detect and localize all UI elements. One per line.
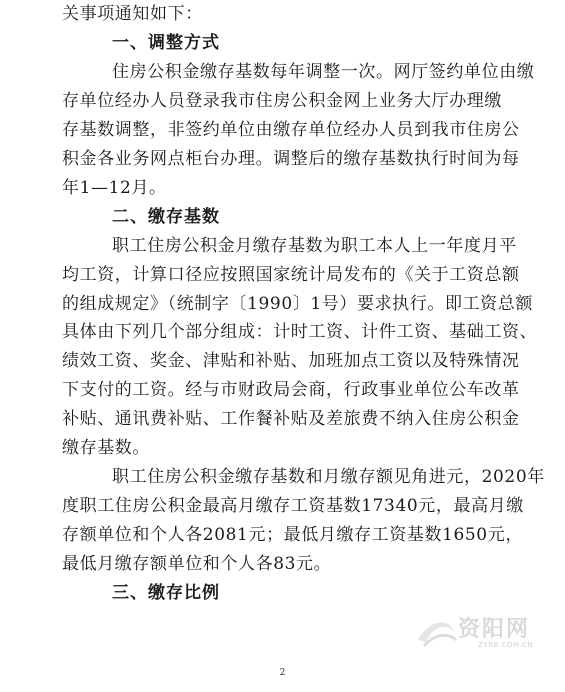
- paragraph-line: 积金各业务网点柜台办理。调整后的缴存基数执行时间为每: [62, 148, 520, 169]
- paragraph-line: 最低月缴存额单位和个人各83元。: [62, 554, 332, 575]
- watermark-subtext: ZYRB.COM.CN: [478, 641, 534, 649]
- paragraph-line: 绩效工资、奖金、津贴和补贴、加班加点工资以及特殊情况: [62, 351, 520, 372]
- paragraph-line: 缴存基数。: [62, 438, 150, 459]
- paragraph-line: 下支付的工资。经与市财政局会商，行政事业单位公车改革: [62, 380, 520, 401]
- section-heading-1: 一、调整方式: [112, 32, 220, 53]
- section-heading-3: 三、缴存比例: [112, 583, 220, 603]
- paragraph-line: 均工资，计算口径应按照国家统计局发布的《关于工资总额: [62, 264, 520, 285]
- paragraph-line: 具体由下列几个部分组成：计时工资、计件工资、基础工资、: [62, 322, 538, 343]
- paragraph-line: 存单位经办人员登录我市住房公积金网上业务大厅办理缴: [62, 90, 502, 111]
- paragraph-line: 职工住房公积金月缴存基数为职工本人上一年度月平: [112, 235, 517, 256]
- paragraph-line: 住房公积金缴存基数每年调整一次。网厅签约单位由缴: [112, 61, 535, 82]
- watermark-text: 资阳网: [458, 617, 531, 642]
- section-heading-2: 二、缴存基数: [112, 206, 220, 227]
- paragraph-line: 年1—12月。: [62, 177, 167, 198]
- paragraph-line: 的组成规定》（统制字〔1990〕1号）要求执行。即工资总额: [62, 293, 533, 314]
- paragraph-line: 存额单位和个人各2081元；最低月缴存工资基数1650元，: [62, 525, 523, 546]
- page-number: 2: [279, 668, 286, 678]
- paragraph-line: 补贴、通讯费补贴、工作餐补贴及差旅费不纳入住房公积金: [62, 409, 520, 430]
- paragraph-line: 度职工住房公积金最高月缴存工资基数17340元，最高月缴: [62, 496, 524, 517]
- intro-line: 关事项通知如下：: [62, 4, 203, 24]
- paragraph-line: 存基数调整，非签约单位由缴存单位经办人员到我市住房公: [62, 119, 520, 140]
- paragraph-line: 职工住房公积金缴存基数和月缴存额见角进元，2020年: [112, 467, 545, 488]
